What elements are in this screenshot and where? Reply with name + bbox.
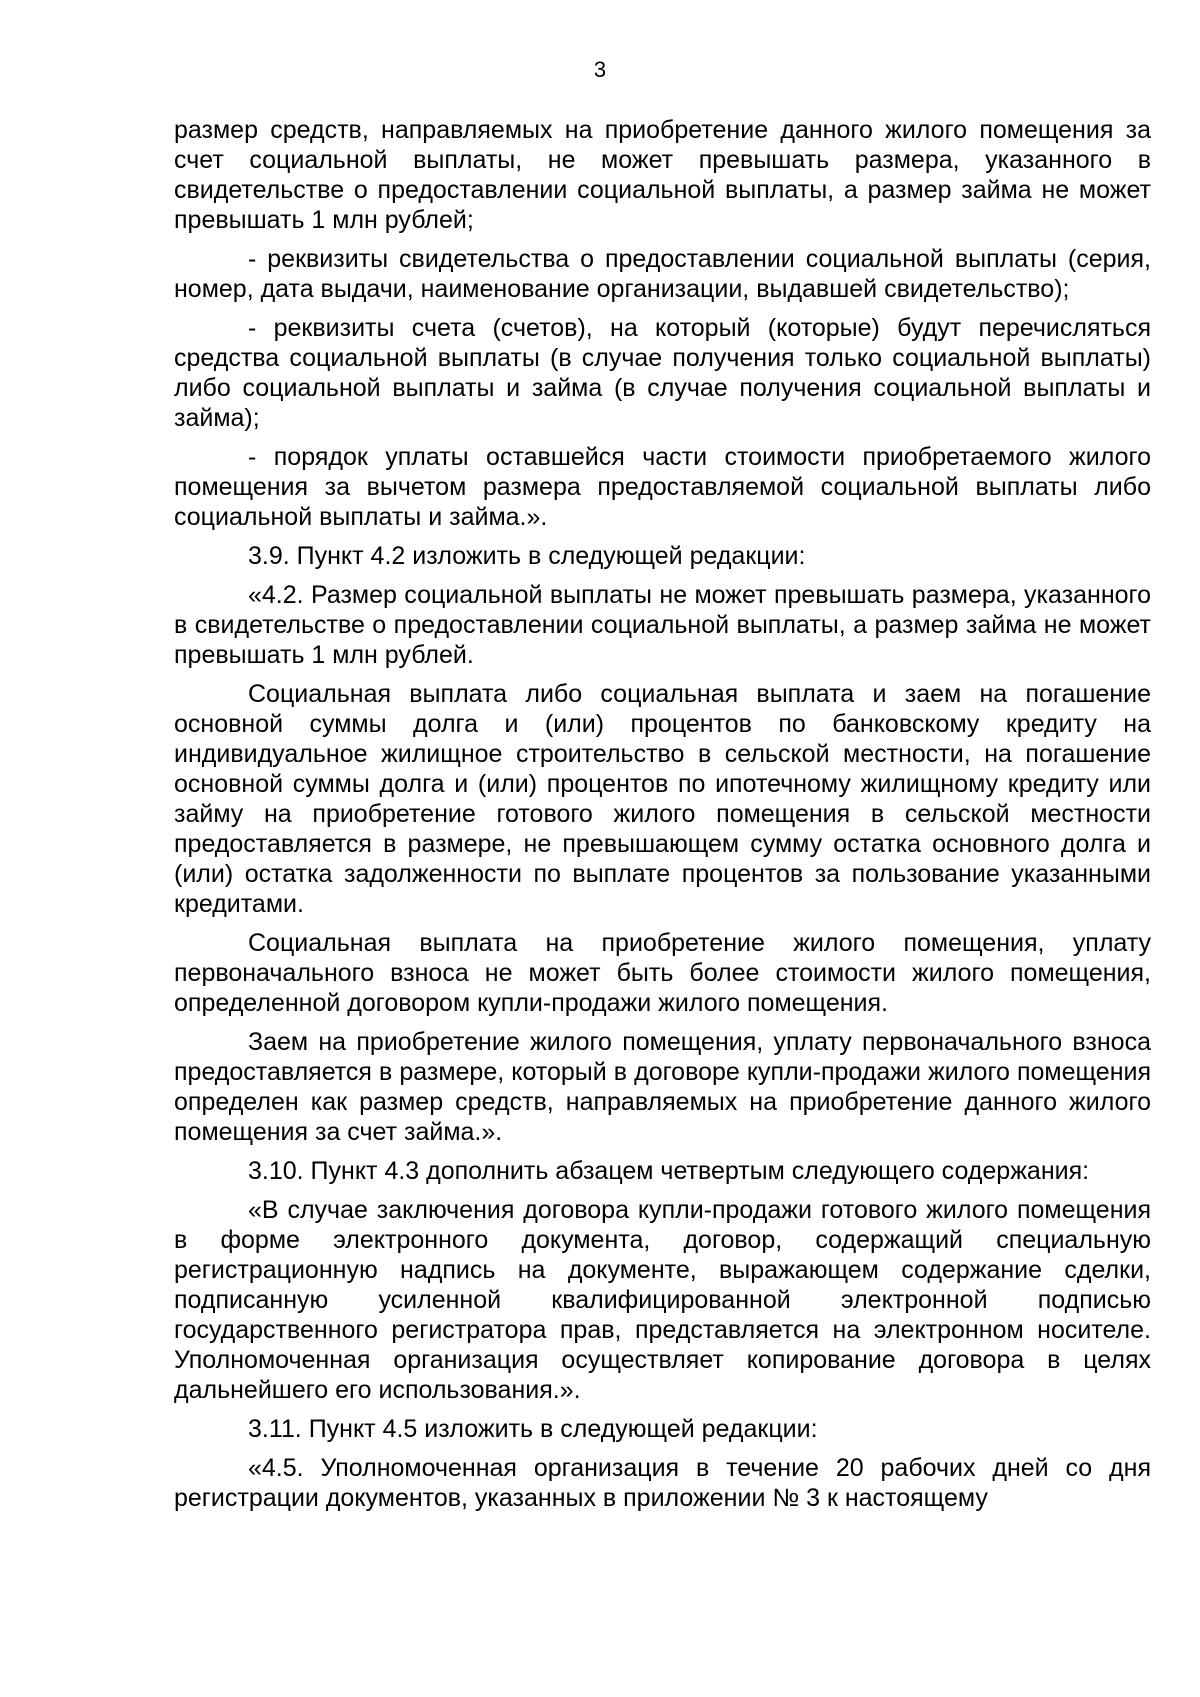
paragraph-item-3-11: 3.11. Пункт 4.5 изложить в следующей редакции: [248, 1415, 818, 1443]
paragraph-item-3-9: 3.9. Пункт 4.2 изложить в следующей редакции: [248, 542, 806, 570]
paragraph-item-3-10: 3.10. Пункт 4.3 дополнить абзацем четвертым следующего содержания: [248, 1157, 1090, 1185]
paragraph-account-details: - реквизиты счета (счетов), на который (которые) будут перечисляться средства социальной выплаты (в случае получения только социальной выплаты) либо социальной выплаты и займа (в случае получения социальной выплаты и займа); [174, 314, 1151, 432]
paragraph-loan-size: Заем на приобретение жилого помещения, уплату первоначального взноса предоставляется в размере, который в договоре купли-продажи жилого помещения определен как размер средств, направляемых на приобретение данного жилого помещения за счет займа.». [174, 1028, 1151, 1146]
paragraph-social-payment-loan: Социальная выплата либо социальная выплата и заем на погашение основной суммы долга и (или) процентов по банковскому кредиту на индивидуальное жилищное строительство в сельской местности, на погашение основной суммы долга и (или) процентов по ипотечному жилищному кредиту или займу на приобретение готового жилого помещения в сельской местности предоставляется в размере, не превышающем сумму остатка основного долга и (или) остатка задолженности по выплате процентов за пользование указанными кредитами. [174, 680, 1151, 918]
paragraph-electronic-contract: «В случае заключения договора купли-продажи готового жилого помещения в форме электронного документа, договор, содержащий специальную регистрационную надпись на документе, выражающем содержание сделки, подписанную усиленной квалифицированной электронной подписью государственного регистратора прав, представляется на электронном носителе. Уполномоченная организация осуществляет копирование договора в целях дальнейшего его использования.». [174, 1196, 1151, 1404]
paragraph-clause-4-2: «4.2. Размер социальной выплаты не может превышать размера, указанного в свидетельстве о предоставлении социальной выплаты, а размер займа не может превышать 1 млн рублей. [174, 581, 1151, 669]
paragraph-certificate-details: - реквизиты свидетельства о предоставлении социальной выплаты (серия, номер, дата выдачи, наименование организации, выдавшей свидетельство); [174, 245, 1151, 303]
paragraph-clause-4-5: «4.5. Уполномоченная организация в течение 20 рабочих дней со дня регистрации документов, указанных в приложении № 3 к настоящему [174, 1454, 1151, 1512]
page-number: 3 [593, 57, 607, 82]
paragraph-social-payment-limit: Социальная выплата на приобретение жилого помещения, уплату первоначального взноса не может быть более стоимости жилого помещения, определенной договором купли-продажи жилого помещения. [174, 929, 1151, 1017]
document-body [174, 115, 1151, 1522]
paragraph-payment-order: - порядок уплаты оставшейся части стоимости приобретаемого жилого помещения за вычетом размера предоставляемой социальной выплаты либо социальной выплаты и займа.». [174, 443, 1151, 531]
paragraph-continuation: размер средств, направляемых на приобретение данного жилого помещения за счет социальной выплаты, не может превышать размера, указанного в свидетельстве о предоставлении социальной выплаты, а размер займа не может превышать 1 млн рублей; [174, 116, 1151, 234]
